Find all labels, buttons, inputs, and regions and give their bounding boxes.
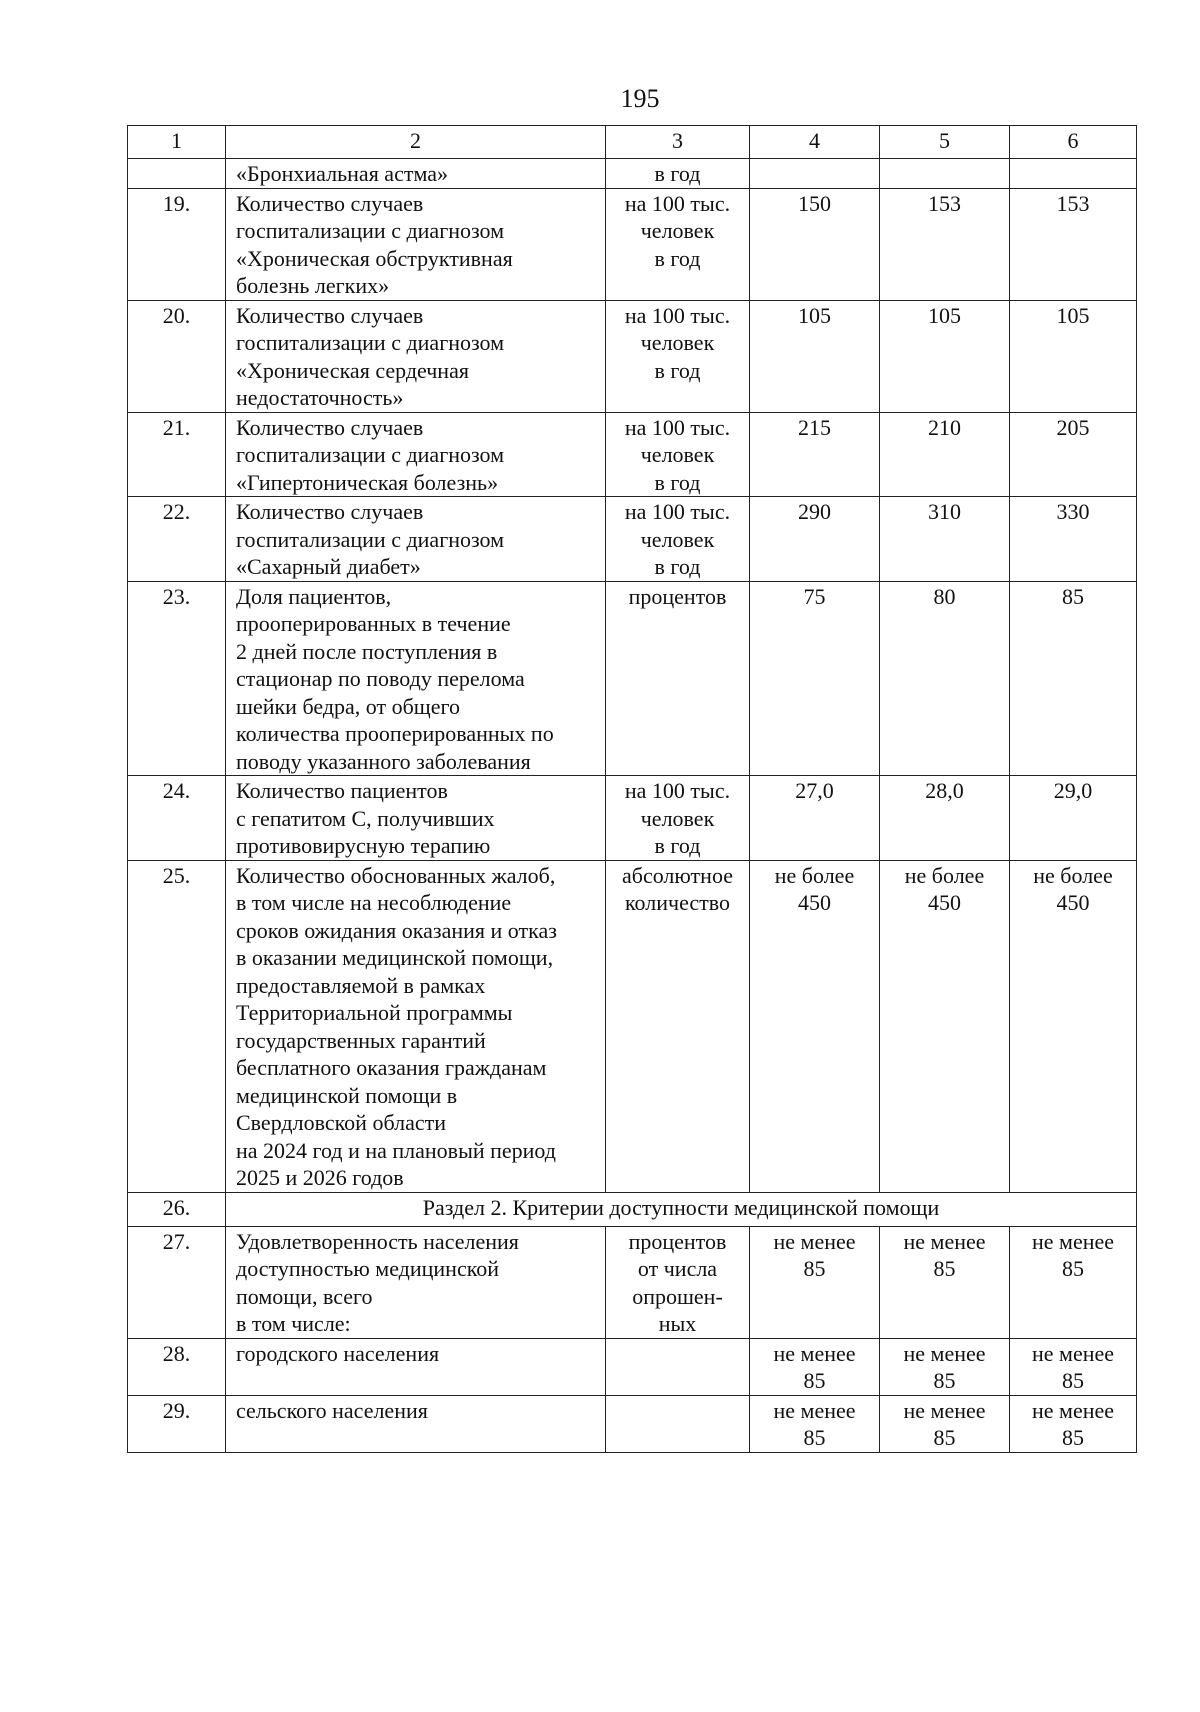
section-row: [128, 1192, 1137, 1226]
row-number: 26.: [128, 1192, 226, 1226]
value-col-6: не менее 85: [1010, 1338, 1137, 1395]
row-number: 27.: [128, 1226, 226, 1338]
value-col-4: не менее 85: [750, 1338, 880, 1395]
value-col-5: 28,0: [880, 776, 1010, 861]
value-col-6: 330: [1010, 497, 1137, 582]
value-col-4: [750, 159, 880, 189]
table-row: [128, 1338, 1137, 1395]
unit-cell: [606, 1338, 750, 1395]
value-col-4: 105: [750, 300, 880, 412]
column-header: 6: [1010, 126, 1137, 159]
indicator-name: Количество обоснованных жалоб, в том числе на несоблюдение сроков ожидания оказания и отказ в оказании медицинской помощи, предоставляемой в рамках Территориальной программы государственных гарантий бесплатного оказания гражданам медицинской помощи в Свердловской области на 2024 год и на плановый период 2025 и 2026 годов: [226, 860, 606, 1192]
indicator-name: Удовлетворенность населения доступностью медицинской помощи, всего в том числе:: [226, 1226, 606, 1338]
table-row: [128, 1395, 1137, 1452]
table-row: [128, 412, 1137, 497]
page-number: 195: [620, 84, 660, 113]
indicator-name: «Бронхиальная астма»: [226, 159, 606, 189]
table-header-row: [128, 126, 1137, 159]
value-col-5: 105: [880, 300, 1010, 412]
indicator-name: городского населения: [226, 1338, 606, 1395]
indicators-table: [127, 125, 1137, 1453]
value-col-4: 290: [750, 497, 880, 582]
row-number: 23.: [128, 581, 226, 776]
value-col-5: 153: [880, 188, 1010, 300]
row-number: 20.: [128, 300, 226, 412]
unit-cell: на 100 тыс. человек в год: [606, 188, 750, 300]
table-row: [128, 188, 1137, 300]
row-number: [128, 159, 226, 189]
table-row: [128, 159, 1137, 189]
column-header: 3: [606, 126, 750, 159]
value-col-6: не менее 85: [1010, 1395, 1137, 1452]
value-col-6: 85: [1010, 581, 1137, 776]
value-col-6: не более 450: [1010, 860, 1137, 1192]
unit-cell: процентов от числа опрошен- ных: [606, 1226, 750, 1338]
value-col-4: 27,0: [750, 776, 880, 861]
unit-cell: на 100 тыс. человек в год: [606, 776, 750, 861]
table-row: [128, 497, 1137, 582]
value-col-5: 80: [880, 581, 1010, 776]
value-col-4: 75: [750, 581, 880, 776]
unit-cell: абсолютное количество: [606, 860, 750, 1192]
indicator-name: Количество случаев госпитализации с диагнозом «Хроническая сердечная недостаточность»: [226, 300, 606, 412]
value-col-6: 205: [1010, 412, 1137, 497]
value-col-5: 310: [880, 497, 1010, 582]
section-title: Раздел 2. Критерии доступности медицинской помощи: [226, 1192, 1137, 1226]
value-col-4: не более 450: [750, 860, 880, 1192]
value-col-5: не менее 85: [880, 1395, 1010, 1452]
indicator-name: Доля пациентов, прооперированных в течение 2 дней после поступления в стационар по поводу перелома шейки бедра, от общего количества прооперированных по поводу указанного заболевания: [226, 581, 606, 776]
value-col-6: 29,0: [1010, 776, 1137, 861]
table-row: [128, 1226, 1137, 1338]
value-col-5: не менее 85: [880, 1226, 1010, 1338]
row-number: 25.: [128, 860, 226, 1192]
indicator-name: Количество пациентов с гепатитом С, получивших противовирусную терапию: [226, 776, 606, 861]
row-number: 22.: [128, 497, 226, 582]
column-header: 5: [880, 126, 1010, 159]
value-col-5: не менее 85: [880, 1338, 1010, 1395]
unit-cell: на 100 тыс. человек в год: [606, 497, 750, 582]
value-col-6: 105: [1010, 300, 1137, 412]
table-row: [128, 776, 1137, 861]
value-col-5: не более 450: [880, 860, 1010, 1192]
table-row: [128, 300, 1137, 412]
value-col-6: [1010, 159, 1137, 189]
unit-cell: процентов: [606, 581, 750, 776]
value-col-6: 153: [1010, 188, 1137, 300]
row-number: 19.: [128, 188, 226, 300]
value-col-5: [880, 159, 1010, 189]
indicator-name: Количество случаев госпитализации с диагнозом «Хроническая обструктивная болезнь легких»: [226, 188, 606, 300]
table-row: [128, 860, 1137, 1192]
value-col-4: 150: [750, 188, 880, 300]
indicator-name: Количество случаев госпитализации с диагнозом «Гипертоническая болезнь»: [226, 412, 606, 497]
unit-cell: на 100 тыс. человек в год: [606, 300, 750, 412]
column-header: 4: [750, 126, 880, 159]
row-number: 28.: [128, 1338, 226, 1395]
indicator-name: сельского населения: [226, 1395, 606, 1452]
unit-cell: [606, 1395, 750, 1452]
column-header: 2: [226, 126, 606, 159]
row-number: 24.: [128, 776, 226, 861]
value-col-4: 215: [750, 412, 880, 497]
row-number: 21.: [128, 412, 226, 497]
unit-cell: в год: [606, 159, 750, 189]
unit-cell: на 100 тыс. человек в год: [606, 412, 750, 497]
value-col-6: не менее 85: [1010, 1226, 1137, 1338]
row-number: 29.: [128, 1395, 226, 1452]
indicator-name: Количество случаев госпитализации с диагнозом «Сахарный диабет»: [226, 497, 606, 582]
value-col-4: не менее 85: [750, 1395, 880, 1452]
table-row: [128, 581, 1137, 776]
value-col-4: не менее 85: [750, 1226, 880, 1338]
value-col-5: 210: [880, 412, 1010, 497]
column-header: 1: [128, 126, 226, 159]
